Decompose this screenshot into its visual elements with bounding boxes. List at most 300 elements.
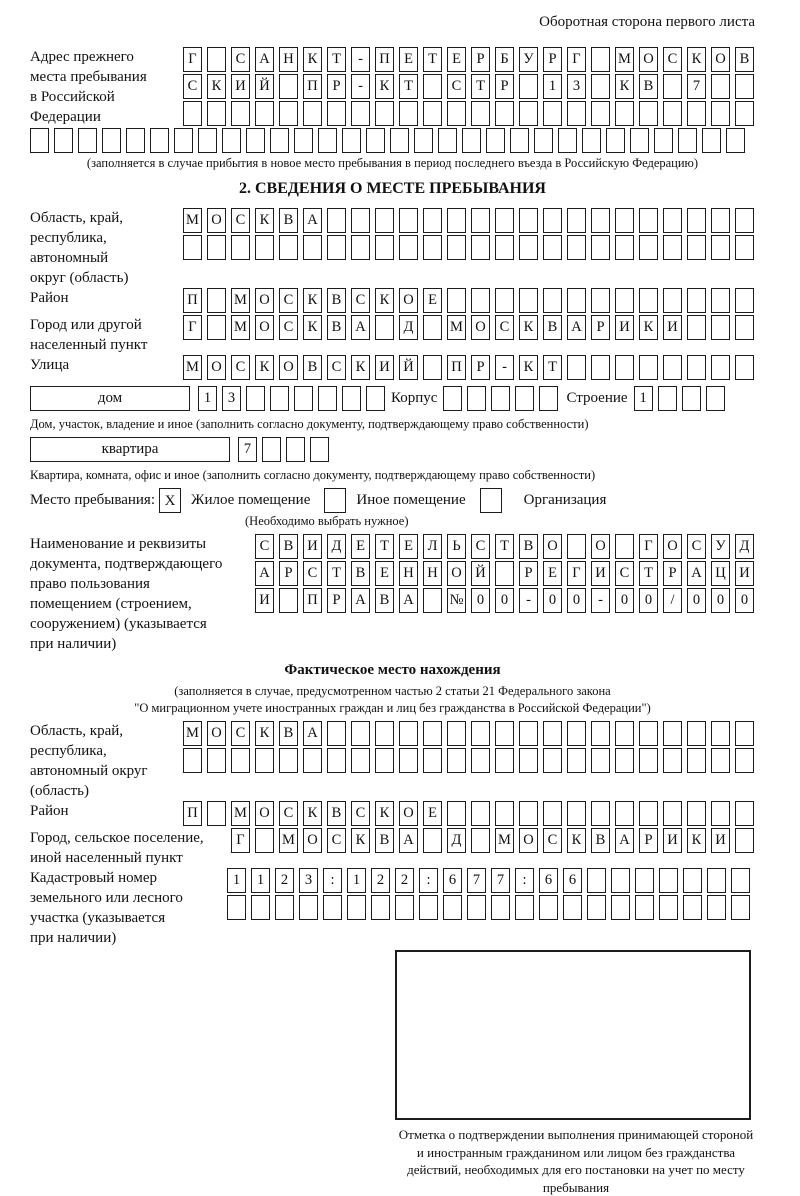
char-cell[interactable] [639, 721, 658, 746]
checkbox-zhiloe[interactable]: X [159, 488, 181, 513]
char-cell[interactable]: О [639, 47, 658, 72]
char-cell[interactable] [294, 386, 313, 411]
char-cell[interactable]: Р [471, 355, 490, 380]
char-cell[interactable] [687, 315, 706, 340]
char-cell[interactable] [663, 235, 682, 260]
char-cell[interactable] [735, 748, 754, 773]
char-cell[interactable] [471, 101, 490, 126]
checkbox-organizatsiya[interactable] [480, 488, 502, 513]
char-cell[interactable] [318, 386, 337, 411]
char-cell[interactable]: К [303, 47, 322, 72]
char-cell[interactable] [279, 101, 298, 126]
char-cell[interactable]: 3 [299, 868, 318, 893]
char-cell[interactable] [447, 721, 466, 746]
char-cell[interactable]: К [351, 828, 370, 853]
char-cell[interactable]: К [207, 74, 226, 99]
char-cell[interactable] [539, 386, 558, 411]
char-cell[interactable] [399, 208, 418, 233]
char-cell[interactable]: А [615, 828, 634, 853]
char-cell[interactable] [543, 288, 562, 313]
char-cell[interactable]: Т [543, 355, 562, 380]
char-cell[interactable]: С [231, 47, 250, 72]
char-cell[interactable]: С [279, 288, 298, 313]
char-cell[interactable] [467, 386, 486, 411]
char-cell[interactable] [663, 355, 682, 380]
char-cell[interactable] [286, 437, 305, 462]
char-cell[interactable] [615, 288, 634, 313]
char-cell[interactable]: Р [471, 47, 490, 72]
char-cell[interactable]: В [303, 355, 322, 380]
char-cell[interactable] [611, 868, 630, 893]
char-cell[interactable]: - [351, 47, 370, 72]
char-cell[interactable] [567, 534, 586, 559]
raion-row[interactable] [183, 288, 754, 313]
char-cell[interactable] [735, 355, 754, 380]
char-cell[interactable]: И [375, 355, 394, 380]
char-cell[interactable] [683, 868, 702, 893]
char-cell[interactable] [262, 437, 281, 462]
char-cell[interactable]: С [495, 315, 514, 340]
char-cell[interactable]: М [279, 828, 298, 853]
char-cell[interactable] [255, 828, 274, 853]
char-cell[interactable] [591, 748, 610, 773]
char-cell[interactable] [543, 235, 562, 260]
char-cell[interactable] [678, 128, 697, 153]
char-cell[interactable] [423, 748, 442, 773]
char-cell[interactable] [639, 801, 658, 826]
char-cell[interactable]: 7 [238, 437, 257, 462]
char-cell[interactable]: К [255, 208, 274, 233]
char-cell[interactable]: В [639, 74, 658, 99]
char-cell[interactable] [279, 235, 298, 260]
char-cell[interactable]: В [375, 588, 394, 613]
char-cell[interactable] [491, 386, 510, 411]
char-cell[interactable] [711, 74, 730, 99]
char-cell[interactable] [639, 355, 658, 380]
char-cell[interactable]: Д [399, 315, 418, 340]
char-cell[interactable] [687, 721, 706, 746]
char-cell[interactable] [735, 828, 754, 853]
char-cell[interactable] [471, 748, 490, 773]
dom-cells[interactable] [198, 386, 385, 411]
prev-address-row-1[interactable] [183, 47, 754, 72]
char-cell[interactable]: М [183, 721, 202, 746]
char-cell[interactable] [591, 721, 610, 746]
char-cell[interactable] [495, 721, 514, 746]
char-cell[interactable]: К [351, 355, 370, 380]
char-cell[interactable]: Г [183, 315, 202, 340]
char-cell[interactable] [495, 288, 514, 313]
char-cell[interactable] [615, 235, 634, 260]
char-cell[interactable] [419, 895, 438, 920]
char-cell[interactable] [255, 748, 274, 773]
char-cell[interactable] [342, 128, 361, 153]
char-cell[interactable]: И [663, 315, 682, 340]
char-cell[interactable] [587, 868, 606, 893]
char-cell[interactable]: В [327, 288, 346, 313]
char-cell[interactable]: К [375, 801, 394, 826]
char-cell[interactable] [726, 128, 745, 153]
char-cell[interactable] [207, 801, 226, 826]
char-cell[interactable]: А [351, 315, 370, 340]
char-cell[interactable]: О [519, 828, 538, 853]
char-cell[interactable] [654, 128, 673, 153]
char-cell[interactable] [567, 355, 586, 380]
char-cell[interactable] [735, 288, 754, 313]
char-cell[interactable]: 0 [567, 588, 586, 613]
char-cell[interactable] [270, 128, 289, 153]
char-cell[interactable] [227, 895, 246, 920]
char-cell[interactable]: К [687, 828, 706, 853]
char-cell[interactable] [399, 101, 418, 126]
char-cell[interactable] [486, 128, 505, 153]
fact-oblast-row-1[interactable] [183, 721, 754, 746]
char-cell[interactable]: У [519, 47, 538, 72]
char-cell[interactable] [658, 386, 677, 411]
fact-kadastr-row-2[interactable] [227, 895, 750, 920]
char-cell[interactable] [711, 235, 730, 260]
char-cell[interactable] [735, 235, 754, 260]
char-cell[interactable]: 1 [347, 868, 366, 893]
char-cell[interactable]: К [519, 315, 538, 340]
char-cell[interactable]: Р [519, 561, 538, 586]
char-cell[interactable] [255, 235, 274, 260]
char-cell[interactable] [491, 895, 510, 920]
char-cell[interactable]: : [515, 868, 534, 893]
char-cell[interactable]: Т [327, 561, 346, 586]
char-cell[interactable] [663, 748, 682, 773]
char-cell[interactable] [327, 235, 346, 260]
char-cell[interactable] [231, 235, 250, 260]
char-cell[interactable]: С [303, 561, 322, 586]
char-cell[interactable] [615, 208, 634, 233]
char-cell[interactable]: П [375, 47, 394, 72]
char-cell[interactable] [447, 801, 466, 826]
char-cell[interactable] [659, 895, 678, 920]
char-cell[interactable] [423, 235, 442, 260]
char-cell[interactable]: О [471, 315, 490, 340]
char-cell[interactable]: Й [471, 561, 490, 586]
char-cell[interactable] [615, 801, 634, 826]
document-row-1[interactable] [255, 534, 754, 559]
char-cell[interactable] [207, 288, 226, 313]
char-cell[interactable] [591, 208, 610, 233]
char-cell[interactable] [207, 748, 226, 773]
prev-address-row-2[interactable] [183, 74, 754, 99]
char-cell[interactable] [443, 386, 462, 411]
char-cell[interactable] [150, 128, 169, 153]
char-cell[interactable]: К [303, 288, 322, 313]
char-cell[interactable]: Е [351, 534, 370, 559]
char-cell[interactable] [447, 101, 466, 126]
char-cell[interactable] [519, 101, 538, 126]
char-cell[interactable]: С [351, 288, 370, 313]
char-cell[interactable]: 0 [543, 588, 562, 613]
char-cell[interactable] [515, 895, 534, 920]
char-cell[interactable]: Е [399, 534, 418, 559]
char-cell[interactable] [543, 801, 562, 826]
char-cell[interactable] [198, 128, 217, 153]
char-cell[interactable]: К [615, 74, 634, 99]
char-cell[interactable] [303, 748, 322, 773]
char-cell[interactable] [711, 748, 730, 773]
char-cell[interactable]: : [323, 868, 342, 893]
char-cell[interactable] [251, 895, 270, 920]
char-cell[interactable] [443, 895, 462, 920]
char-cell[interactable]: А [303, 208, 322, 233]
char-cell[interactable] [639, 288, 658, 313]
char-cell[interactable]: - [519, 588, 538, 613]
char-cell[interactable]: О [711, 47, 730, 72]
char-cell[interactable]: Т [471, 74, 490, 99]
char-cell[interactable]: К [303, 801, 322, 826]
char-cell[interactable]: К [375, 288, 394, 313]
char-cell[interactable] [519, 74, 538, 99]
char-cell[interactable]: И [615, 315, 634, 340]
char-cell[interactable] [390, 128, 409, 153]
char-cell[interactable]: Г [183, 47, 202, 72]
char-cell[interactable] [663, 74, 682, 99]
char-cell[interactable]: 0 [495, 588, 514, 613]
char-cell[interactable] [731, 868, 750, 893]
char-cell[interactable]: 3 [567, 74, 586, 99]
char-cell[interactable] [207, 315, 226, 340]
char-cell[interactable]: Б [495, 47, 514, 72]
char-cell[interactable]: Н [279, 47, 298, 72]
char-cell[interactable] [735, 721, 754, 746]
prev-address-row-3[interactable] [183, 101, 754, 126]
char-cell[interactable] [519, 235, 538, 260]
char-cell[interactable]: О [207, 355, 226, 380]
char-cell[interactable]: С [615, 561, 634, 586]
char-cell[interactable]: С [231, 721, 250, 746]
char-cell[interactable] [567, 721, 586, 746]
char-cell[interactable] [735, 101, 754, 126]
char-cell[interactable]: В [591, 828, 610, 853]
char-cell[interactable] [707, 868, 726, 893]
char-cell[interactable] [663, 208, 682, 233]
char-cell[interactable]: Т [639, 561, 658, 586]
char-cell[interactable] [659, 868, 678, 893]
char-cell[interactable] [706, 386, 725, 411]
char-cell[interactable] [711, 288, 730, 313]
char-cell[interactable] [495, 208, 514, 233]
char-cell[interactable] [519, 801, 538, 826]
char-cell[interactable] [347, 895, 366, 920]
char-cell[interactable] [183, 748, 202, 773]
char-cell[interactable]: 7 [687, 74, 706, 99]
char-cell[interactable] [587, 895, 606, 920]
char-cell[interactable]: 6 [563, 868, 582, 893]
char-cell[interactable] [399, 721, 418, 746]
char-cell[interactable] [303, 101, 322, 126]
char-cell[interactable] [682, 386, 701, 411]
char-cell[interactable] [615, 721, 634, 746]
char-cell[interactable]: Р [663, 561, 682, 586]
char-cell[interactable] [591, 355, 610, 380]
char-cell[interactable] [687, 355, 706, 380]
char-cell[interactable] [231, 748, 250, 773]
char-cell[interactable]: М [231, 315, 250, 340]
char-cell[interactable]: А [255, 47, 274, 72]
char-cell[interactable] [423, 828, 442, 853]
char-cell[interactable]: П [303, 74, 322, 99]
char-cell[interactable]: О [255, 315, 274, 340]
char-cell[interactable] [327, 101, 346, 126]
char-cell[interactable] [351, 101, 370, 126]
char-cell[interactable] [447, 288, 466, 313]
char-cell[interactable]: 0 [687, 588, 706, 613]
char-cell[interactable] [351, 721, 370, 746]
char-cell[interactable]: 1 [251, 868, 270, 893]
char-cell[interactable] [543, 748, 562, 773]
char-cell[interactable]: - [351, 74, 370, 99]
char-cell[interactable]: Д [447, 828, 466, 853]
char-cell[interactable]: Е [375, 561, 394, 586]
char-cell[interactable]: В [279, 721, 298, 746]
char-cell[interactable]: Р [327, 588, 346, 613]
char-cell[interactable] [30, 128, 49, 153]
char-cell[interactable] [246, 128, 265, 153]
char-cell[interactable]: О [399, 801, 418, 826]
char-cell[interactable]: К [303, 315, 322, 340]
char-cell[interactable] [54, 128, 73, 153]
char-cell[interactable] [611, 895, 630, 920]
char-cell[interactable] [371, 895, 390, 920]
char-cell[interactable] [591, 801, 610, 826]
char-cell[interactable] [495, 561, 514, 586]
char-cell[interactable] [567, 208, 586, 233]
char-cell[interactable] [471, 828, 490, 853]
char-cell[interactable] [270, 386, 289, 411]
char-cell[interactable] [687, 288, 706, 313]
char-cell[interactable] [423, 315, 442, 340]
char-cell[interactable] [639, 235, 658, 260]
char-cell[interactable] [174, 128, 193, 153]
char-cell[interactable] [279, 588, 298, 613]
char-cell[interactable]: - [495, 355, 514, 380]
prev-address-row-4[interactable] [30, 128, 755, 153]
char-cell[interactable]: Т [495, 534, 514, 559]
char-cell[interactable]: М [231, 288, 250, 313]
char-cell[interactable]: И [711, 828, 730, 853]
char-cell[interactable] [327, 208, 346, 233]
char-cell[interactable]: 1 [543, 74, 562, 99]
char-cell[interactable]: Т [375, 534, 394, 559]
char-cell[interactable] [423, 355, 442, 380]
char-cell[interactable] [255, 101, 274, 126]
char-cell[interactable] [414, 128, 433, 153]
char-cell[interactable] [591, 288, 610, 313]
char-cell[interactable]: К [687, 47, 706, 72]
char-cell[interactable] [711, 208, 730, 233]
char-cell[interactable]: М [447, 315, 466, 340]
char-cell[interactable]: М [183, 355, 202, 380]
char-cell[interactable]: С [183, 74, 202, 99]
char-cell[interactable]: С [687, 534, 706, 559]
char-cell[interactable] [731, 895, 750, 920]
char-cell[interactable] [471, 801, 490, 826]
char-cell[interactable]: П [183, 288, 202, 313]
char-cell[interactable] [375, 235, 394, 260]
char-cell[interactable]: А [351, 588, 370, 613]
char-cell[interactable] [423, 74, 442, 99]
char-cell[interactable]: О [399, 288, 418, 313]
char-cell[interactable] [279, 748, 298, 773]
char-cell[interactable] [423, 101, 442, 126]
char-cell[interactable]: О [447, 561, 466, 586]
char-cell[interactable] [591, 47, 610, 72]
char-cell[interactable]: К [255, 721, 274, 746]
char-cell[interactable] [351, 235, 370, 260]
char-cell[interactable]: С [279, 315, 298, 340]
char-cell[interactable]: Е [423, 288, 442, 313]
char-cell[interactable]: И [255, 588, 274, 613]
char-cell[interactable]: С [447, 74, 466, 99]
char-cell[interactable] [563, 895, 582, 920]
char-cell[interactable] [615, 534, 634, 559]
char-cell[interactable] [375, 315, 394, 340]
char-cell[interactable]: Р [279, 561, 298, 586]
char-cell[interactable] [310, 437, 329, 462]
char-cell[interactable]: О [591, 534, 610, 559]
char-cell[interactable] [495, 801, 514, 826]
char-cell[interactable]: 1 [227, 868, 246, 893]
char-cell[interactable]: 0 [639, 588, 658, 613]
char-cell[interactable]: М [231, 801, 250, 826]
char-cell[interactable]: П [303, 588, 322, 613]
char-cell[interactable]: Н [399, 561, 418, 586]
char-cell[interactable] [543, 208, 562, 233]
char-cell[interactable] [438, 128, 457, 153]
char-cell[interactable]: С [543, 828, 562, 853]
char-cell[interactable]: С [279, 801, 298, 826]
char-cell[interactable] [495, 235, 514, 260]
char-cell[interactable]: Е [399, 47, 418, 72]
char-cell[interactable] [711, 101, 730, 126]
char-cell[interactable] [102, 128, 121, 153]
char-cell[interactable]: И [735, 561, 754, 586]
ulitsa-row[interactable] [183, 355, 754, 380]
char-cell[interactable]: О [255, 801, 274, 826]
char-cell[interactable] [246, 386, 265, 411]
char-cell[interactable] [687, 235, 706, 260]
char-cell[interactable] [327, 721, 346, 746]
char-cell[interactable] [711, 801, 730, 826]
char-cell[interactable] [663, 721, 682, 746]
char-cell[interactable] [702, 128, 721, 153]
char-cell[interactable]: 0 [471, 588, 490, 613]
char-cell[interactable] [495, 748, 514, 773]
char-cell[interactable]: И [591, 561, 610, 586]
char-cell[interactable] [683, 895, 702, 920]
char-cell[interactable]: 2 [371, 868, 390, 893]
char-cell[interactable] [591, 74, 610, 99]
char-cell[interactable] [303, 235, 322, 260]
char-cell[interactable] [591, 101, 610, 126]
char-cell[interactable] [366, 128, 385, 153]
char-cell[interactable]: В [279, 534, 298, 559]
char-cell[interactable]: А [399, 588, 418, 613]
char-cell[interactable] [543, 721, 562, 746]
char-cell[interactable] [207, 47, 226, 72]
char-cell[interactable] [294, 128, 313, 153]
char-cell[interactable]: И [303, 534, 322, 559]
char-cell[interactable] [78, 128, 97, 153]
document-row-3[interactable] [255, 588, 754, 613]
char-cell[interactable]: Е [423, 801, 442, 826]
char-cell[interactable]: Д [735, 534, 754, 559]
